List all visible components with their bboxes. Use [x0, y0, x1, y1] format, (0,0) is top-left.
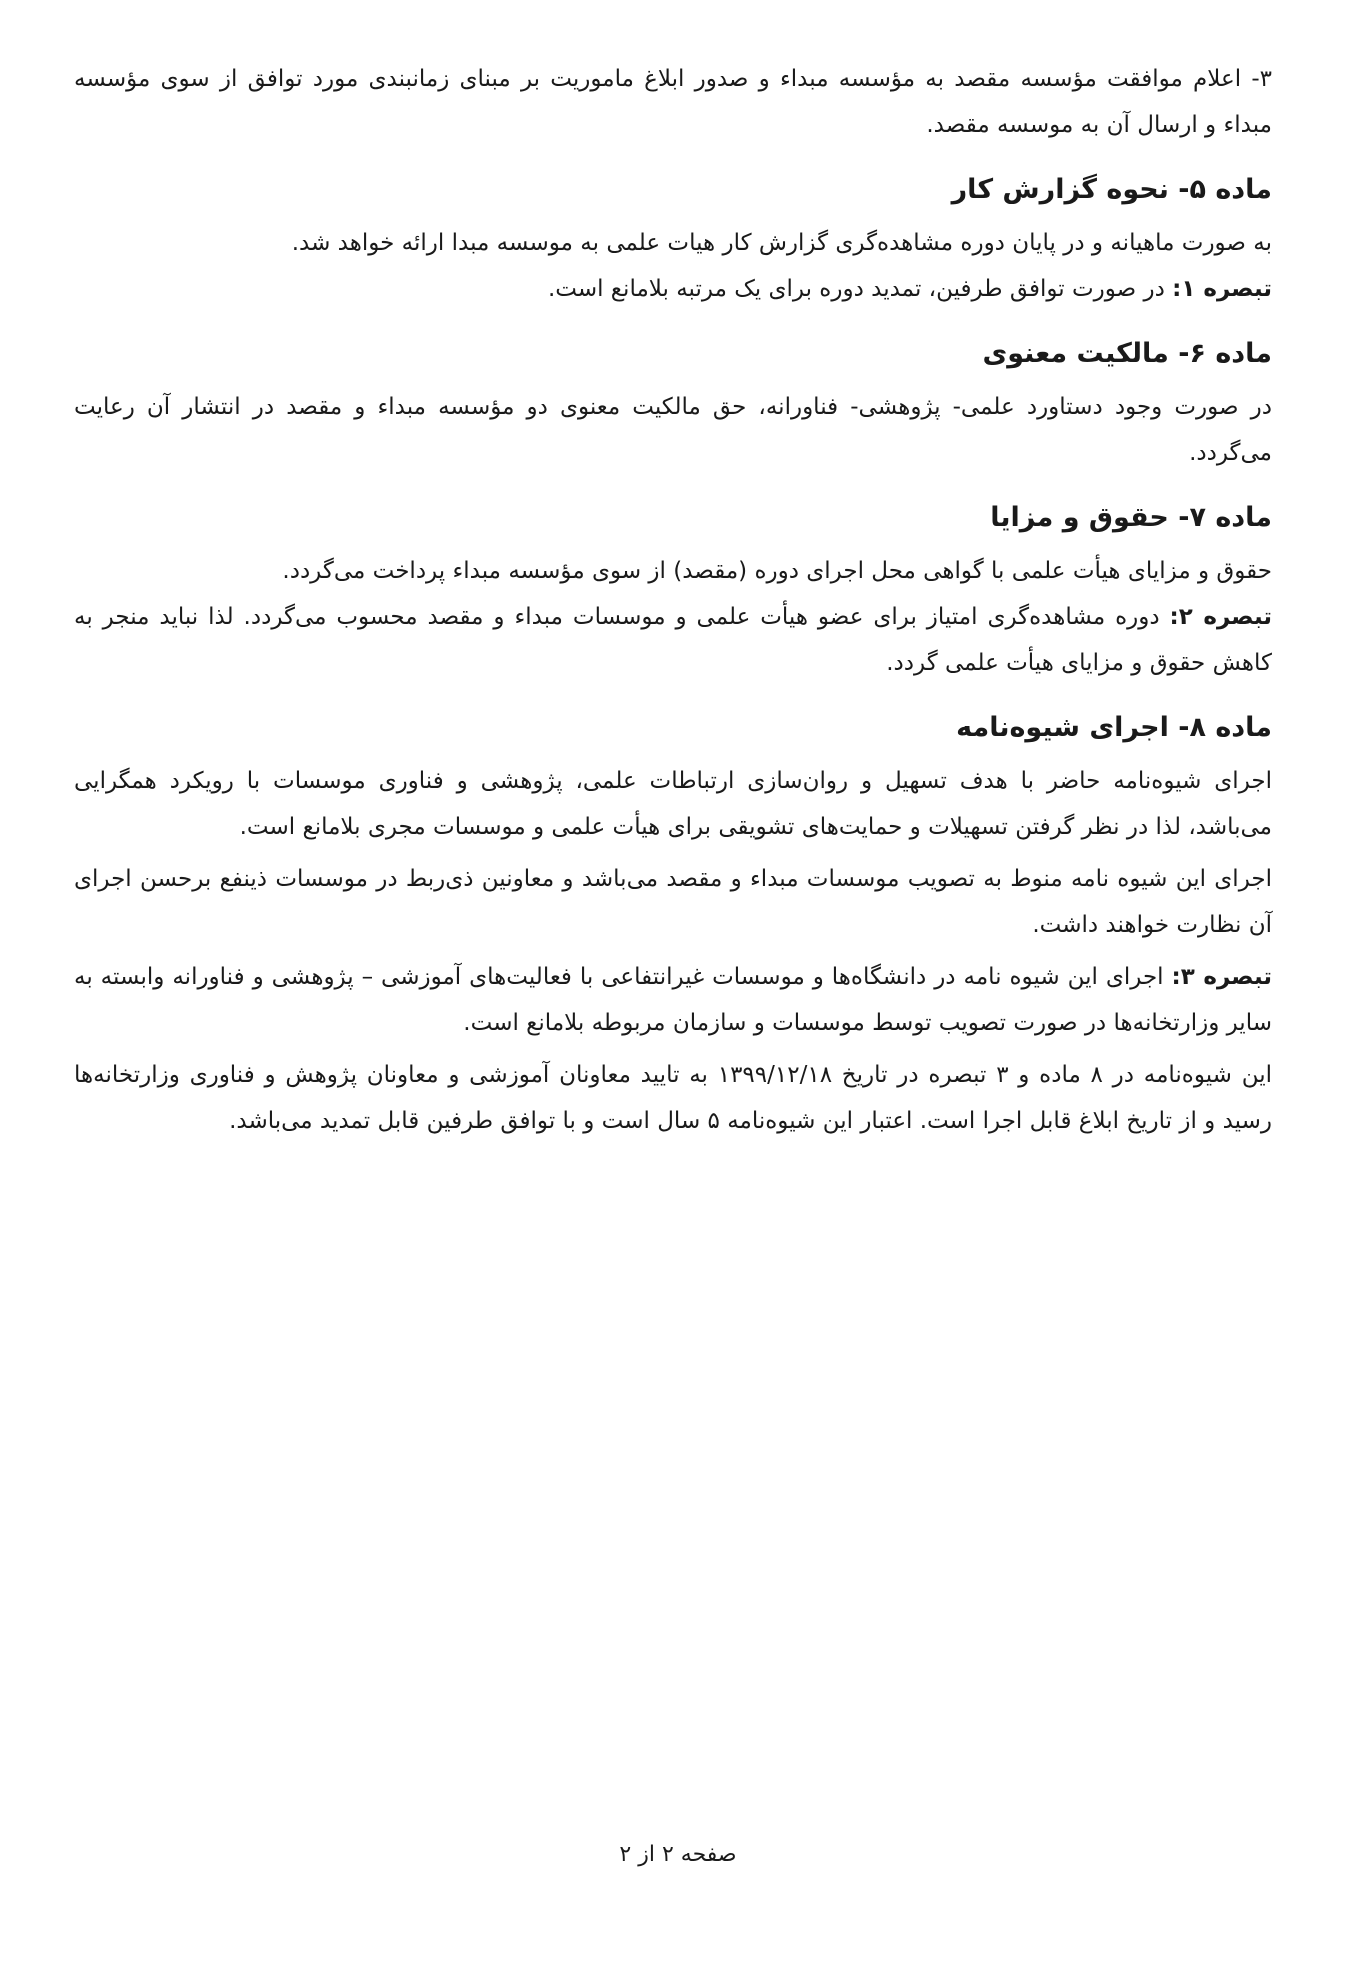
note-1 — [74, 266, 1272, 312]
note-2-label: تبصره ۲: — [1169, 604, 1272, 630]
article-6-body: در صورت وجود دستاورد علمی- پژوهشی- فناورانه، حق مالکیت معنوی دو مؤسسه مبداء و مقصد در انتشار آن رعایت می‌گردد. — [74, 394, 1272, 466]
note-3-label: تبصره ۳: — [1171, 964, 1272, 990]
article-8-body-1: اجرای شیوه‌نامه حاضر با هدف تسهیل و روان‌سازی ارتباطات علمی، پژوهشی و فناوری موسسات با رویکرد همگرایی می‌باشد، لذا در نظر گرفتن تسهیلات و حمایت‌های تشویقی برای هیأت علمی و موسسات مجری بلامانع است. — [74, 768, 1272, 840]
document-body — [74, 56, 1272, 1144]
note-1-label: تبصره ۱: — [1172, 276, 1272, 302]
article-8-heading: ماده ۸- اجرای شیوه‌نامه — [956, 712, 1272, 743]
note-3-text: اجرای این شیوه نامه در دانشگاه‌ها و موسسات غیرانتفاعی با فعالیت‌های آموزشی – پژوهشی و فناورانه وابسته به سایر وزارتخانه‌ها در صورت تصویب توسط موسسات و سازمان مربوطه بلامانع است. — [74, 964, 1272, 1036]
article-6-heading: ماده ۶- مالکیت معنوی — [982, 338, 1272, 369]
item-3-text: ۳- اعلام موافقت مؤسسه مقصد به مؤسسه مبداء و صدور ابلاغ ماموریت بر مبنای زمانبندی مورد توافق از سوی مؤسسه مبداء و ارسال آن به موسسه مقصد. — [74, 66, 1272, 138]
page-number: صفحه ۲ از ۲ — [619, 1842, 737, 1867]
article-5-heading: ماده ۵- نحوه گزارش کار — [951, 174, 1272, 205]
note-2 — [74, 594, 1272, 686]
note-2-text: دوره مشاهده‌گری امتیاز برای عضو هیأت علمی و موسسات مبداء و مقصد محسوب می‌گردد. لذا نباید منجر به کاهش حقوق و مزایای هیأت علمی گردد. — [74, 604, 1272, 676]
article-7-body: حقوق و مزایای هیأت علمی با گواهی محل اجرای دوره (مقصد) از سوی مؤسسه مبداء پرداخت می‌گردد. — [282, 558, 1272, 584]
article-7-heading: ماده ۷- حقوق و مزایا — [990, 502, 1272, 533]
article-8-closing: این شیوه‌نامه در ۸ ماده و ۳ تبصره در تاریخ ۱۳۹۹/۱۲/۱۸ به تایید معاونان آموزشی و معاونان پژوهش و فناوری وزارتخانه‌ها رسید و از تاریخ ابلاغ قابل اجرا است. اعتبار این شیوه‌نامه ۵ سال است و با توافق طرفین قابل تمدید می‌باشد. — [74, 1062, 1272, 1134]
article-5-body: به صورت ماهیانه و در پایان دوره مشاهده‌گری گزارش کار هیات علمی به موسسه مبدا ارائه خواهد شد. — [291, 230, 1272, 256]
note-3 — [74, 954, 1272, 1046]
note-1-text: در صورت توافق طرفین، تمدید دوره برای یک مرتبه بلامانع است. — [547, 276, 1173, 302]
article-8-body-2: اجرای این شیوه نامه منوط به تصویب موسسات مبداء و مقصد می‌باشد و معاونین ذی‌ربط در موسسات ذینفع برحسن اجرای آن نظارت خواهند داشت. — [74, 866, 1272, 938]
